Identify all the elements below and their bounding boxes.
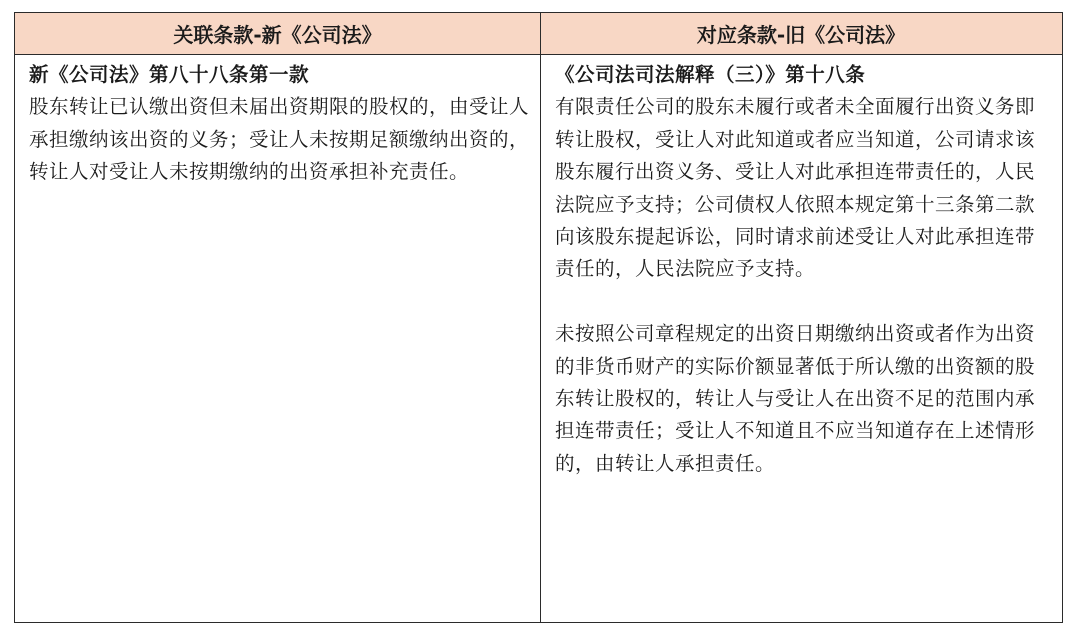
old-law-paragraph-2: 未按照公司章程规定的出资日期缴纳出资或者作为出资的非货币财产的实际价额显著低于所认缴的出资额的股东转让股权的，转让人与受让人在出资不足的范围内承担连带责任；受让人不知道且不应当知道存在上述情形的，由转让人承担责任。 <box>555 322 1036 475</box>
table-header-row <box>15 13 1062 55</box>
new-law-paragraph: 股东转让已认缴出资但未届出资期限的股权的，由受让人承担缴纳该出资的义务；受让人未按期足额缴纳出资的，转让人对受让人未按期缴纳的出资承担补充责任。 <box>29 95 530 184</box>
old-law-cell <box>541 55 1061 622</box>
new-law-title: 新《公司法》第八十八条第一款 <box>29 63 310 86</box>
old-law-paragraph-1: 有限责任公司的股东未履行或者未全面履行出资义务即转让股权，受让人对此知道或者应当知道，公司请求该股东履行出资义务、受让人对此承担连带责任的，人民法院应予支持；公司债权人依照本规定第十三条第二款向该股东提起诉讼，同时请求前述受让人对此承担连带责任的，人民法院应予支持。 <box>555 95 1036 281</box>
table-body-row <box>15 55 1062 622</box>
comparison-table <box>14 12 1063 623</box>
paragraph-spacer <box>555 286 1051 318</box>
new-law-cell <box>15 55 541 622</box>
old-law-title: 《公司法司法解释（三）》第十八条 <box>555 63 866 86</box>
header-new-law: 关联条款-新《公司法》 <box>15 13 541 54</box>
header-old-law: 对应条款-旧《公司法》 <box>696 23 906 47</box>
